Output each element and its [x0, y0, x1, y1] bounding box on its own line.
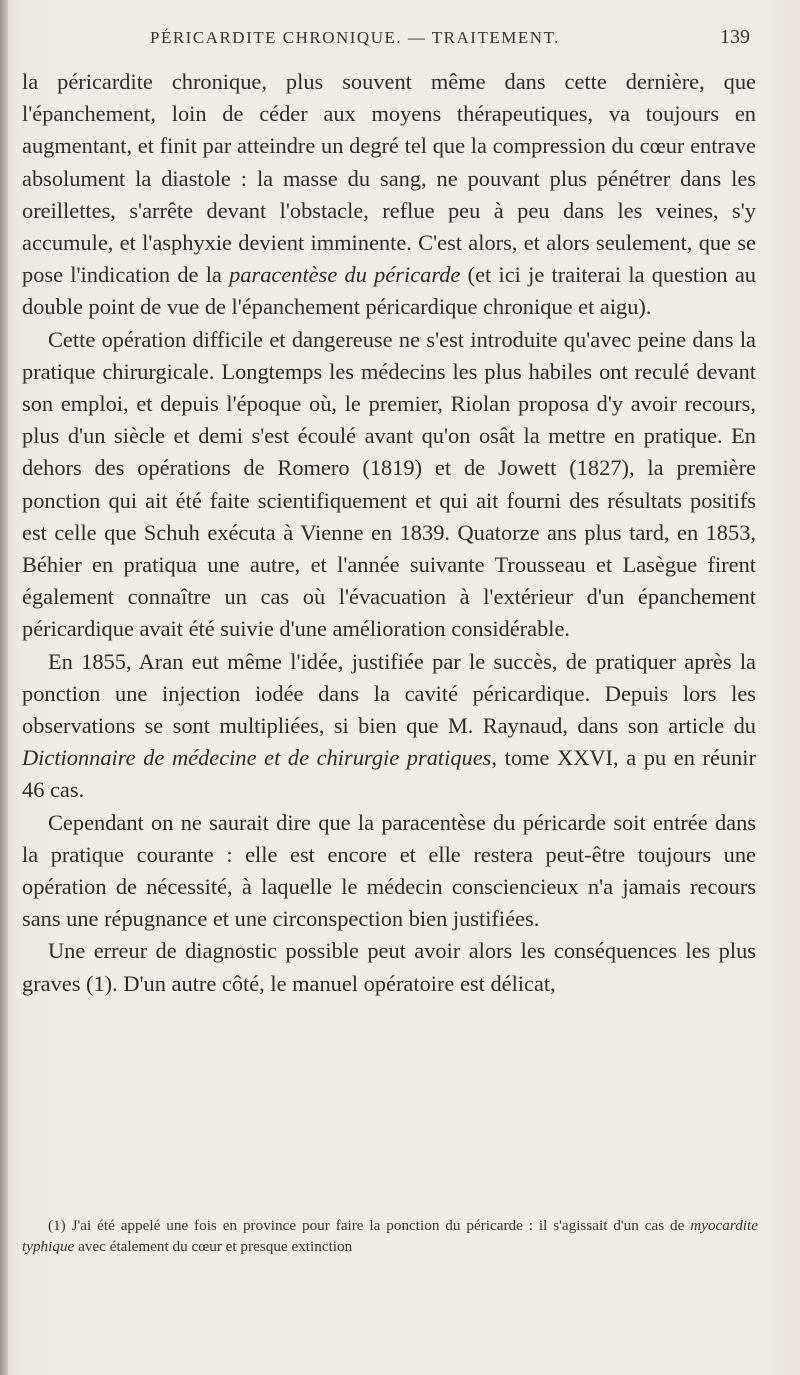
- paragraph-3-emphasis: Dictionnaire de médecine et de chirurgie pratiques: [22, 745, 492, 771]
- paragraph-4: [22, 807, 756, 936]
- paragraph-1-emphasis: paracentèse du péricarde: [229, 262, 461, 288]
- page-number: 139: [720, 26, 750, 48]
- paragraph-5-text: Une erreur de diagnostic possible peut avoir alors les conséquences les plus graves (1). D'un autre côté, le manuel opératoire est délicat,: [22, 938, 756, 996]
- paragraph-3: [22, 646, 756, 807]
- footnote-paragraph: [22, 1215, 758, 1257]
- paragraph-5: [22, 935, 756, 999]
- paragraph-1-part-1: la péricardite chronique, plus souvent même dans cette dernière, que l'épanchement, loin de céder aux moyens thérapeutiques, va toujours en augmentant, et finit par atteindre un degré tel que la compression du cœur entrave absolument la diastole : la masse du sang, ne pouvant plus pénétrer dans les oreillettes, s'arrête devant l'obstacle, reflue peu à peu dans les veines, s'y accumule, et l'asphyxie devient imminente. C'est alors, et alors seulement, que se pose l'indication de la: [22, 69, 756, 288]
- paragraph-3-part-1: En 1855, Aran eut même l'idée, justifiée par le succès, de pratiquer après la ponction une injection iodée dans la cavité péricardique. Depuis lors les observations se sont multipliées, si bien que M. Raynaud, dans son article du: [22, 648, 756, 739]
- paragraph-1-part-3: (et ici je traiterai la question au double point de vue de l'épanchement péricardique chronique et aigu).: [22, 262, 756, 320]
- running-head: [150, 28, 750, 58]
- paragraph-4-text: Cependant on ne saurait dire que la paracentèse du péricarde soit entrée dans la pratique courante : elle est encore et elle restera peut-être toujours une opération de nécessité, à laquelle le médecin consciencieux n'a jamais recours sans une répugnance et une circonspection bien justifiées.: [22, 809, 756, 932]
- paragraph-1: [22, 66, 756, 324]
- body-text: [22, 66, 756, 1000]
- paragraph-3-part-3: , tome XXVI, a pu en réunir 46 cas.: [22, 745, 756, 803]
- running-head-title: PÉRICARDITE CHRONIQUE. — TRAITEMENT.: [150, 28, 560, 47]
- footnote-part-1: (1) J'ai été appelé une fois en province pour faire la ponction du péricarde : il s'agissait d'un cas de: [48, 1217, 691, 1234]
- paragraph-2-text: Cette opération difficile et dangereuse ne s'est introduite qu'avec peine dans la pratique chirurgicale. Longtemps les médecins les plus habiles ont reculé devant son emploi, et depuis l'époque où, le premier, Riolan proposa d'y avoir recours, plus d'un siècle et demi s'est écoulé avant qu'on osât la mettre en pratique. En dehors des opérations de Romero (1819) et de Jowett (1827), la première ponction qui ait été faite scientifiquement et qui ait fourni des résultats positifs est celle que Schuh exécuta à Vienne en 1839. Quatorze ans plus tard, en 1853, Béhier en pratiqua une autre, et l'année suivante Trousseau et Lasègue firent également connaître un cas où l'évacuation à l'extérieur d'un épanchement péricardique avait été suivie d'une amélioration considérable.: [22, 326, 756, 642]
- footnote-part-3: avec étalement du cœur et presque extinction: [74, 1238, 353, 1255]
- paragraph-2: [22, 324, 756, 646]
- page-spine-shadow: [0, 0, 8, 1375]
- footnote: [22, 1215, 758, 1257]
- footnote-emphasis: myocardite typhique: [22, 1217, 758, 1255]
